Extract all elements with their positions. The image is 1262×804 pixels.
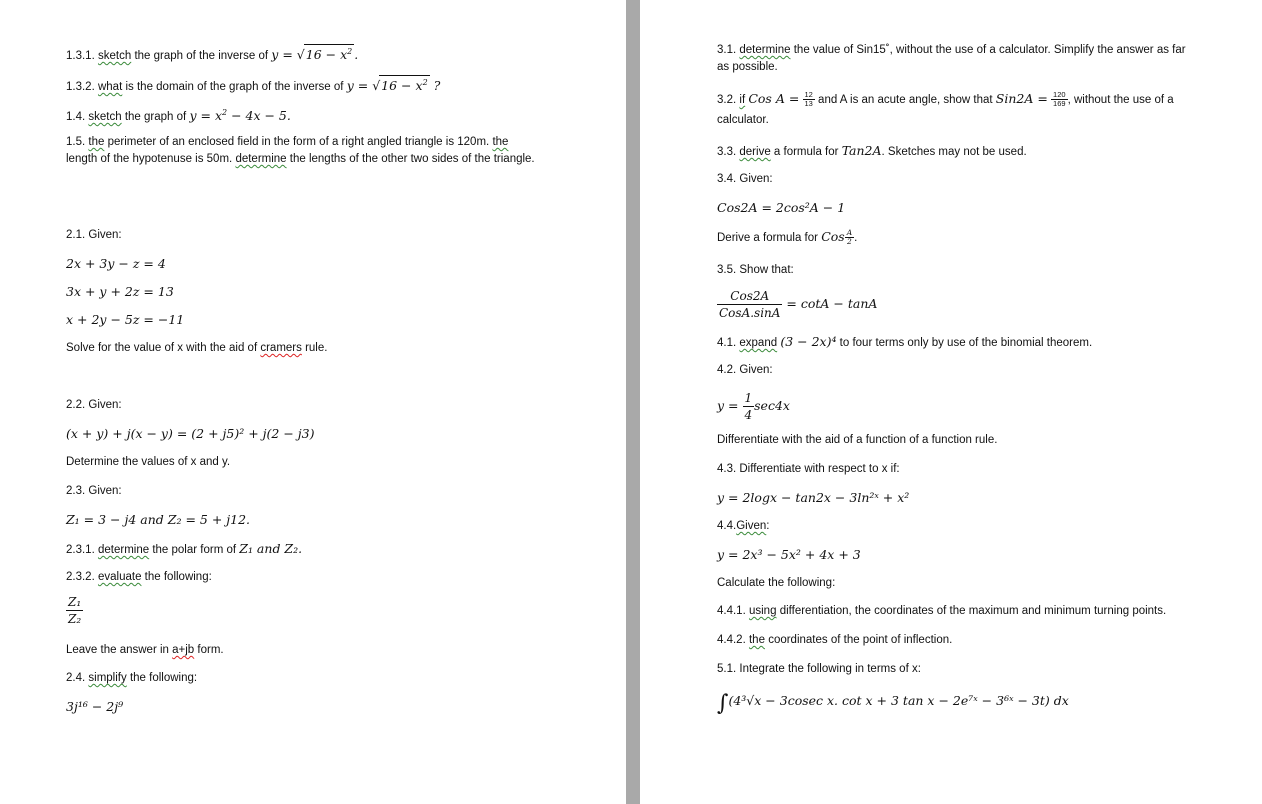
- equation-3: x + 2y − 5z = −11: [66, 312, 185, 327]
- question-1-4: 1.4. sketch the graph of $y = x^2 - 4x - 5$.: [66, 108, 291, 124]
- solve-instruction: Solve for the value of x with the aid of cramers rule.: [66, 342, 328, 354]
- section-4-4: 4.4.Given:: [717, 520, 770, 532]
- section-5-1: 5.1. Integrate the following in terms of x:: [717, 663, 921, 675]
- section-2-2: 2.2. Given:: [66, 399, 122, 411]
- question-3-3: 3.3. derive a formula for Tan2A. Sketches may not be used.: [717, 143, 1027, 158]
- equation: $y = √16 - x^2$ ?: [347, 78, 441, 93]
- right-page: [640, 0, 1262, 804]
- equation: $y = √16 - x^2$ .: [271, 47, 358, 62]
- derive-instruction: Derive a formula for Cos $\frac{A}{2}$ .: [717, 228, 858, 247]
- leave-instruction: Leave the answer in a+jb form.: [66, 644, 224, 656]
- question-1-5: 1.5. the perimeter of an enclosed field in the form of a right angled triangle is 120m. the length of the hypotenuse is 50m. determine the lengths of the other two sides of the triangle.: [66, 136, 535, 165]
- section-2-3: 2.3. Given:: [66, 485, 122, 497]
- question-2-3-2: 2.3.2. evaluate the following:: [66, 571, 212, 583]
- equation-11: y = 2x³ − 5x² + 4x + 3: [717, 547, 861, 562]
- question-3-1: 3.1. determine the value of Sin15˚, without the use of a calculator. Simplify the answer as far as possible.: [717, 44, 1186, 73]
- equation-7: Cos2A = 2cos²A − 1: [717, 200, 846, 215]
- question-4-4-1: 4.4.1. using differentiation, the coordinates of the maximum and minimum turning points.: [717, 605, 1167, 617]
- equation-5: Z₁ = 3 − j4 and Z₂ = 5 + j12.: [66, 512, 251, 527]
- equation-2: 3x + y + 2z = 13: [66, 284, 174, 299]
- equation-9: y = $\frac{1}{4}$ sec4x: [717, 391, 790, 422]
- section-3-5: 3.5. Show that:: [717, 264, 794, 276]
- equation-12: ∫(4³√x − 3cosec x. cot x + 3 tan x − 2e⁷ˣ − 3⁶ˣ − 3t) dx: [717, 691, 1069, 716]
- question-3-2: 3.2. if Cos A = $\frac{12}{13}$ and A is an acute angle, show that Sin2A = $\frac{120}{169}$ , without the use of a: [717, 90, 1174, 109]
- question-1-3-1: 1.3.1. sketch the graph of the inverse of $y = √16 - x^2$ .: [66, 44, 358, 65]
- page-divider: [626, 0, 640, 804]
- left-page: [0, 0, 626, 804]
- section-4-3: 4.3. Differentiate with respect to x if:: [717, 463, 900, 475]
- equation-4: (x + y) + j(x − y) = (2 + j5)² + j(2 − j3): [66, 426, 315, 441]
- equation-1: 2x + 3y − z = 4: [66, 256, 166, 271]
- differentiate-instruction: Differentiate with the aid of a function of a function rule.: [717, 434, 998, 446]
- determine-instruction: Determine the values of x and y.: [66, 456, 231, 468]
- integral-sign-icon: ∫: [717, 691, 729, 716]
- question-4-1: 4.1. expand (3 − 2x)⁴ to four terms only by use of the binomial theorem.: [717, 334, 1093, 349]
- section-3-4: 3.4. Given:: [717, 173, 773, 185]
- question-3-2-cont: calculator.: [717, 114, 769, 126]
- equation-10: y = 2logx − tan2x − 3ln²ˣ + x²: [717, 490, 910, 505]
- question-4-4-2: 4.4.2. the coordinates of the point of inflection.: [717, 634, 953, 646]
- equation-8: $\frac{\text{Cos2A}}{\text{CosA.sinA}}$ = cotA − tanA: [719, 289, 878, 320]
- section-2-1: 2.1. Given:: [66, 229, 122, 241]
- section-4-2: 4.2. Given:: [717, 364, 773, 376]
- calculate-instruction: Calculate the following:: [717, 577, 836, 589]
- question-2-4: 2.4. simplify the following:: [66, 672, 198, 684]
- question-2-3-1: 2.3.1. determine the polar form of Z₁ and Z₂.: [66, 541, 303, 556]
- question-1-3-2: 1.3.2. what is the domain of the graph of the inverse of $y = √16 - x^2$ ?: [66, 75, 440, 96]
- equation-6: 3j¹⁶ − 2j⁹: [66, 699, 124, 714]
- fraction-z1-z2: $\frac{\text{Z₁}}{\text{Z₂}}$: [68, 595, 82, 626]
- equation: $y = x^2 - 4x - 5$.: [189, 108, 291, 124]
